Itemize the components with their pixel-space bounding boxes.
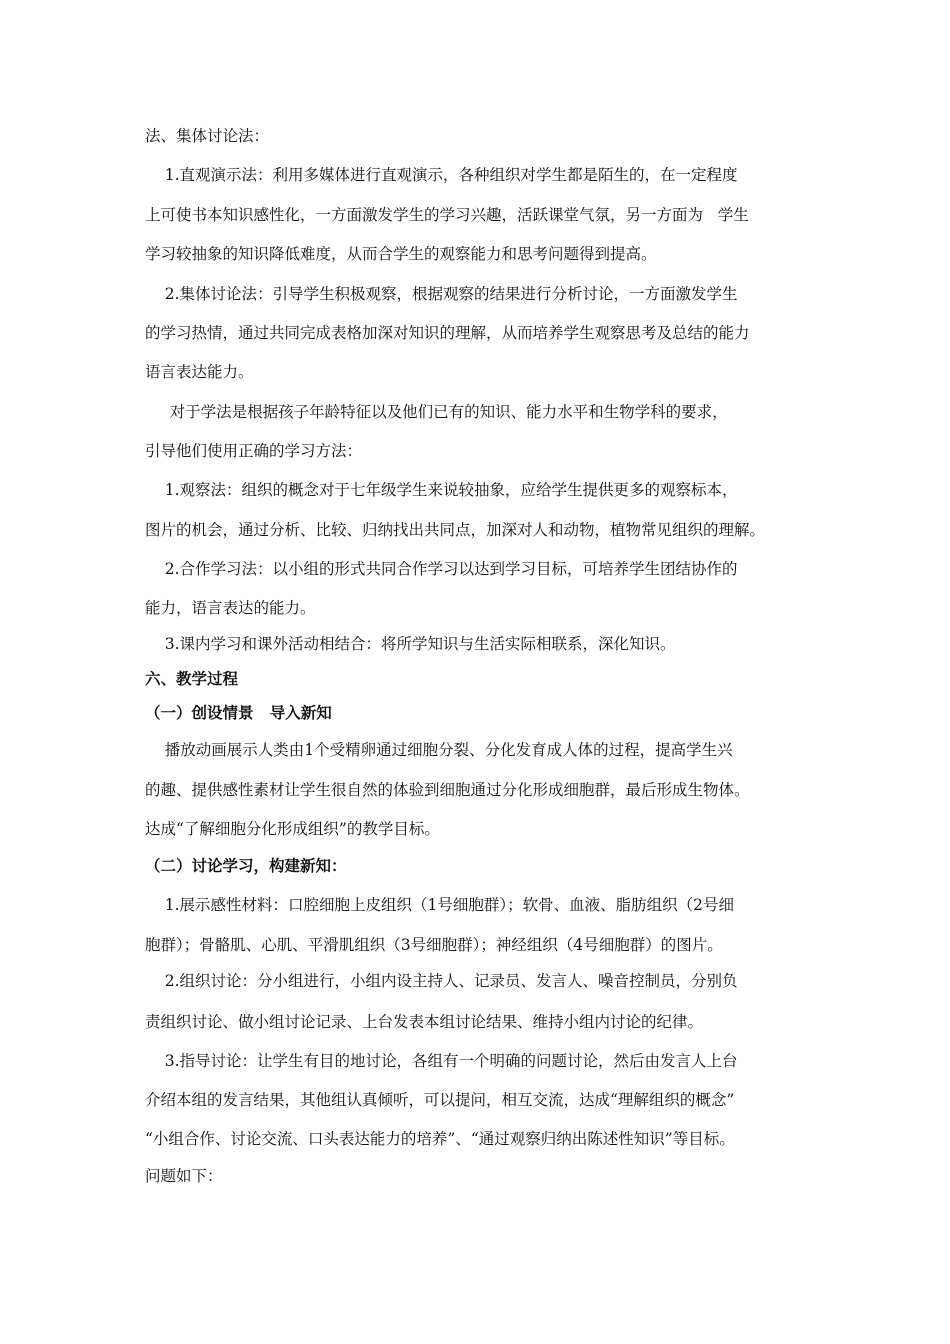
subsection-heading: （二）讨论学习，构建新知： (145, 856, 347, 875)
text-line: 2.组织讨论：分小组进行，小组内设主持人、记录员、发言人、噪音控制员，分别负 (145, 972, 738, 990)
text-line: 2.集体讨论法：引导学生积极观察，根据观察的结果进行分析讨论，一方面激发学生 (145, 285, 738, 303)
text-line: 1.观察法：组织的概念对于七年级学生来说较抽象，应给学生提供更多的观察标本， (145, 481, 738, 499)
text-line: 3.指导讨论：让学生有目的地讨论，各组有一个明确的问题讨论，然后由发言人上台 (145, 1052, 738, 1070)
text-line: 1.直观演示法：利用多媒体进行直观演示，各种组织对学生都是陌生的，在一定程度 (145, 166, 738, 184)
text-line: 图片的机会，通过分析、比较、归纳找出共同点，加深对人和动物，植物常见组织的理解。 (145, 521, 766, 539)
text-line: 播放动画展示人类由1个受精卵通过细胞分裂、分化发育成人体的过程，提高学生兴 (145, 741, 733, 759)
section-heading: 六、教学过程 (145, 669, 239, 688)
text-line: 的趣、提供感性素材让学生很自然的体验到细胞通过分化形成细胞群，最后形成生物体。 (145, 781, 750, 799)
text-line: 介绍本组的发言结果，其他组认真倾听，可以提问，相互交流，达成“理解组织的概念” (145, 1091, 735, 1109)
text-line: 上可使书本知识感性化，一方面激发学生的学习兴趣，活跃课堂气氛，另一方面为 学生 (145, 206, 749, 224)
text-line: 责组织讨论、做小组讨论记录、上台发表本组讨论结果、维持小组内讨论的纪律。 (145, 1013, 704, 1031)
text-line: 引导他们使用正确的学习方法： (145, 442, 363, 460)
text-line: 学习较抽象的知识降低难度，从而合学生的观察能力和思考问题得到提高。 (145, 245, 657, 263)
text-line: 能力，语言表达的能力。 (145, 599, 316, 617)
text-line: 达成“了解细胞分化形成组织”的教学目标。 (145, 820, 440, 838)
text-line: 胞群）；骨骼肌、心肌、平滑肌组织（3号细胞群）；神经组织（4号细胞群）的图片。 (145, 936, 723, 954)
text-line: 对于学法是根据孩子年龄特征以及他们已有的知识、能力水平和生物学科的要求， (145, 403, 728, 421)
text-line: 法、集体讨论法： (145, 127, 270, 145)
text-line: 的学习热情，通过共同完成表格加深对知识的理解，从而培养学生观察思考及总结的能力 (145, 324, 750, 342)
text-line: 1.展示感性材料：口腔细胞上皮组织（1号细胞群）；软骨、血液、脂肪组织（2号细 (145, 896, 734, 914)
text-line: 2.合作学习法：以小组的形式共同合作学习以达到学习目标，可培养学生团结协作的 (145, 560, 738, 578)
text-line: 问题如下： (145, 1167, 223, 1185)
text-line: 3.课内学习和课外活动相结合：将所学知识与生活实际相联系，深化知识。 (145, 635, 676, 653)
subsection-heading: （一）创设情景 导入新知 (145, 703, 332, 722)
text-line: “小组合作、讨论交流、口头表达能力的培养”、“通过观察归纳出陈述性知识”等目标。 (145, 1130, 735, 1148)
text-line: 语言表达能力。 (145, 363, 254, 381)
